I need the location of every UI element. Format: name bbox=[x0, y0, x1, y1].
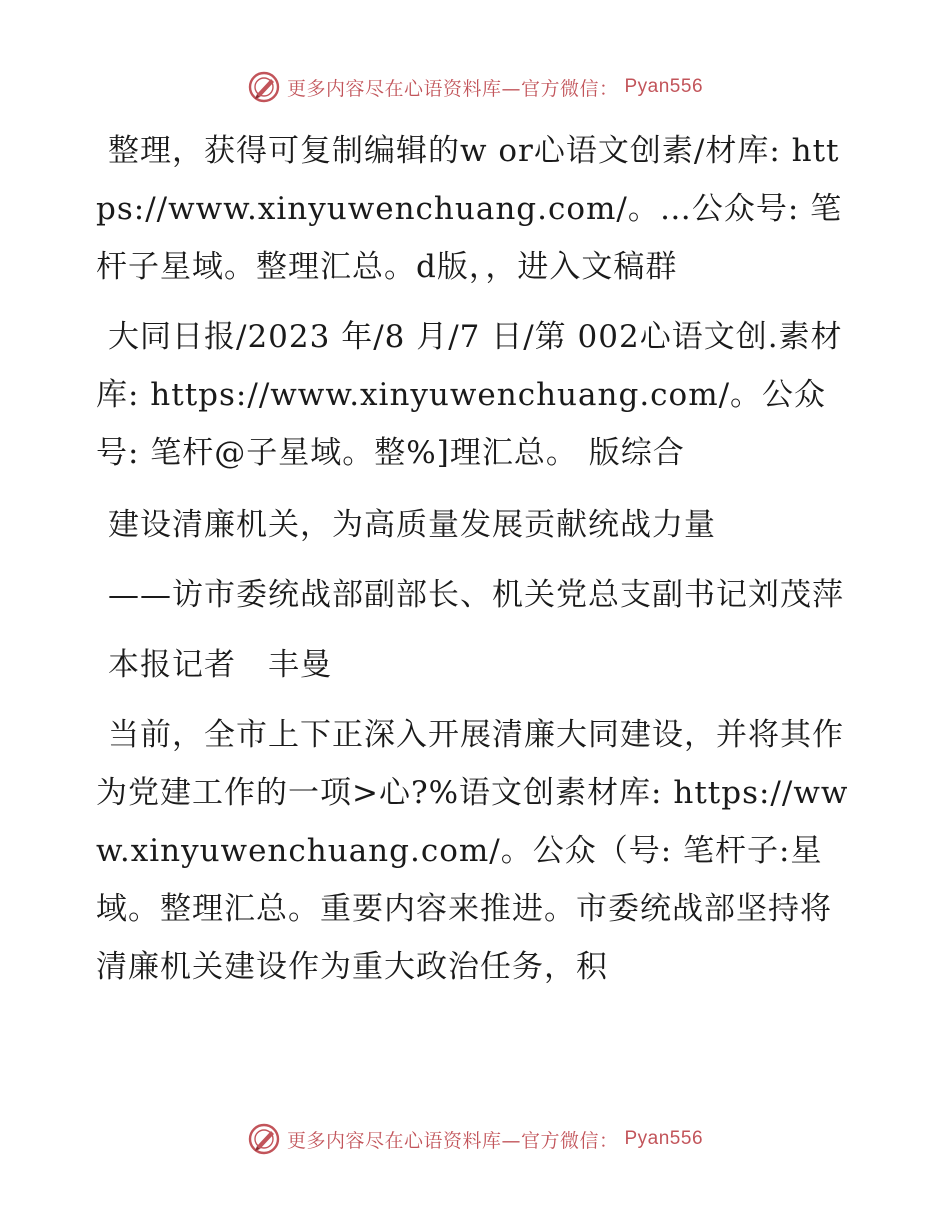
banner-content bbox=[247, 70, 703, 104]
pen-logo-icon bbox=[247, 70, 281, 104]
footer-banner bbox=[0, 1122, 950, 1156]
title-text: 建设清廉机关，为高质量发展贡献统战力量 bbox=[108, 507, 716, 543]
paragraph-text: 大同日报/2023 年/8 月/7 日/第 002心语文创.素材库: https://www.xinyuwenchuang.com/。公众号: 笔杆@子星域。整%]理汇总。 版综合 bbox=[96, 319, 843, 471]
banner-wechat-id: Pyan556 bbox=[624, 76, 704, 97]
banner-content bbox=[247, 1122, 703, 1156]
banner-wechat-id: Pyan556 bbox=[624, 1128, 704, 1149]
banner-text: 更多内容尽在心语资料库—官方微信： bbox=[286, 77, 619, 100]
paragraph-text: 当前，全市上下正深入开展清廉大同建设，并将其作为党建工作的一项>心?%语文创素材库: https://www.xinyuwenchuang.com/。公众（号: 笔杆子:星域。整理汇总。重要内容来推进。市委统战部坚持将清廉机关建设作为重大政治任务，积 bbox=[96, 717, 849, 985]
article-byline bbox=[96, 636, 856, 694]
pen-logo-icon bbox=[247, 1122, 281, 1156]
paragraph-body bbox=[96, 706, 856, 996]
paragraph-text: 整理，获得可复制编辑的w or心语文创素/材库: https://www.xinyuwenchuang.com/。…公众号: 笔杆子星域。整理汇总。d版，，进入文稿群 bbox=[96, 133, 843, 285]
paragraph-2 bbox=[96, 308, 856, 482]
article-title bbox=[96, 496, 856, 554]
article-subtitle bbox=[96, 566, 856, 624]
banner-text: 更多内容尽在心语资料库—官方微信： bbox=[286, 1129, 619, 1152]
subtitle-text: ——访市委统战部副部长、机关党总支副书记刘茂萍 bbox=[108, 577, 844, 613]
document-body bbox=[96, 122, 856, 996]
paragraph-1 bbox=[96, 122, 856, 296]
header-banner bbox=[0, 70, 950, 104]
byline-text: 本报记者 丰曼 bbox=[108, 647, 332, 683]
